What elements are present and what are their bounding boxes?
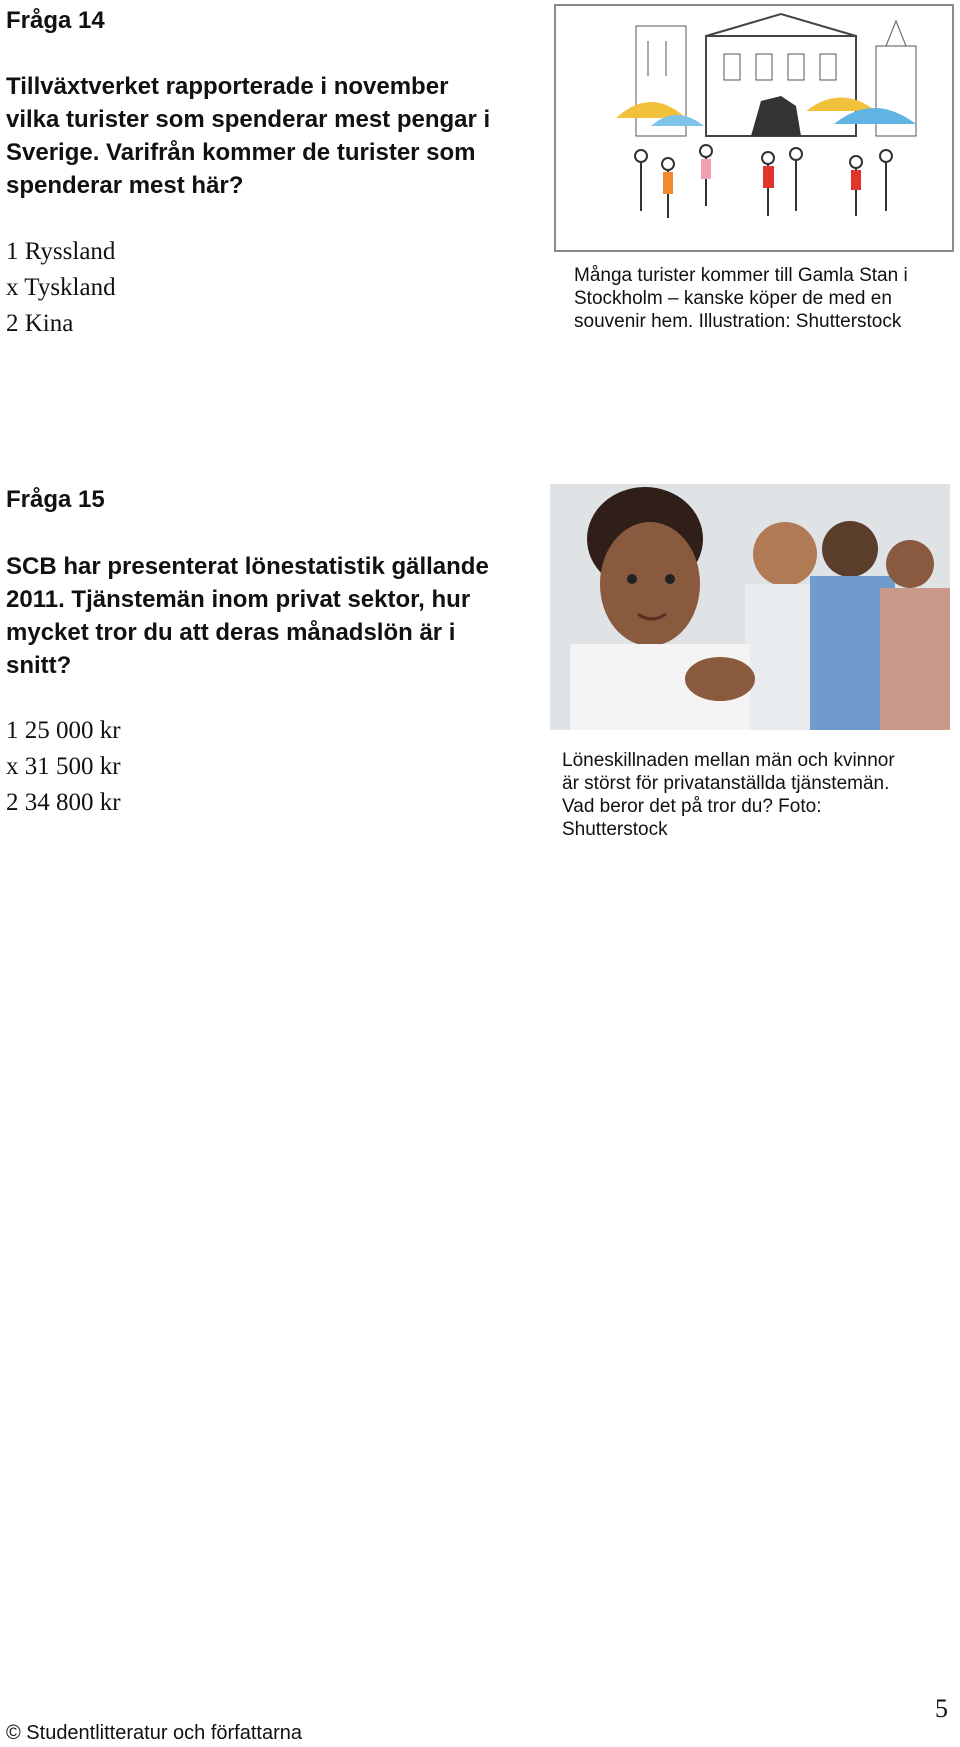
question-14-text: [6, 70, 490, 202]
page-number: 5: [935, 1694, 948, 1723]
gamla-stan-illustration: [554, 4, 954, 252]
caption-line: Många turister kommer till Gamla Stan i: [574, 265, 908, 286]
question-15-line: 2011. Tjänstemän inom privat sektor, hur: [6, 586, 471, 613]
question-15-options: [6, 713, 121, 821]
office-workers-photo: [550, 484, 950, 730]
caption-line: Vad beror det på tror du? Foto:: [562, 796, 822, 817]
question-15-text: [6, 550, 489, 682]
caption-line: Löneskillnaden mellan män och kvinnor: [562, 750, 895, 771]
option-x: x Tyskland: [6, 274, 116, 301]
photo-caption-15: [562, 749, 895, 841]
caption-line: Shutterstock: [562, 819, 668, 840]
illustration-caption-14: [574, 264, 908, 333]
caption-line: är störst för privatanställda tjänstemän.: [562, 773, 890, 794]
question-15-line: snitt?: [6, 652, 72, 679]
question-14-line: vilka turister som spenderar mest pengar i: [6, 106, 491, 133]
option-1: 1 Ryssland: [6, 238, 116, 265]
question-14-line: Sverige. Varifrån kommer de turister som: [6, 139, 476, 166]
question-15-line: mycket tror du att deras månadslön är i: [6, 619, 456, 646]
caption-line: souvenir hem. Illustration: Shutterstock: [574, 311, 902, 332]
question-14-title: Fråga 14: [6, 7, 105, 34]
option-x: x 31 500 kr: [6, 753, 121, 780]
question-15-title: Fråga 15: [6, 486, 105, 513]
question-15-line: SCB har presenterat lönestatistik gällande: [6, 553, 489, 580]
option-2: 2 34 800 kr: [6, 789, 121, 816]
option-2: 2 Kina: [6, 310, 74, 337]
question-14-line: Tillväxtverket rapporterade i november: [6, 73, 449, 100]
question-14-line: spenderar mest här?: [6, 172, 244, 199]
option-1: 1 25 000 kr: [6, 717, 121, 744]
copyright-footer: © Studentlitteratur och författarna: [6, 1722, 303, 1744]
question-14-options: [6, 234, 116, 342]
caption-line: Stockholm – kanske köper de med en: [574, 288, 892, 309]
